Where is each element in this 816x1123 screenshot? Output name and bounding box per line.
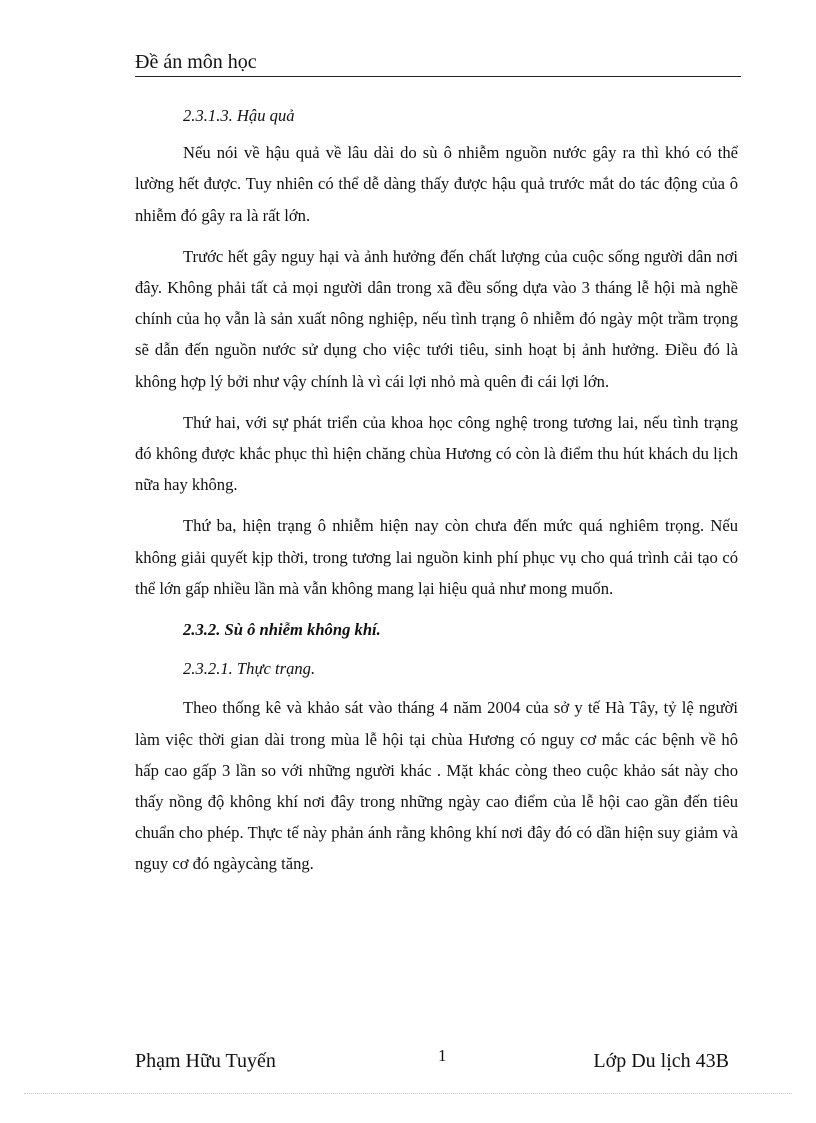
paragraph-consequences-intro: Nếu nói về hậu quả về lâu dài do sù ô nhiễm nguồn nước gây ra thì khó có thể lường hết được. Tuy nhiên có thể dễ dàng thấy được hậu quả trước mắt do tác động của ô nhiễm đó gây ra là rất lớn. [135,143,738,225]
document-body [135,100,738,890]
paragraph-second-harm: Thứ hai, với sự phát triển của khoa học công nghệ trong tương lai, nếu tình trạng đó không được khắc phục thì hiện chăng chùa Hương có còn là điểm thu hút khách du lịch nữa hay không. [135,412,738,495]
footer-class: Lớp Du lịch 43B [593,1050,729,1072]
page-bottom-dotted-divider [24,1093,792,1094]
header-title: Đề án môn học [135,51,257,73]
paragraph-first-harm: Trước hết gây nguy hại và ảnh hưởng đến chất lượng của cuộc sống người dân nơi đây. Không phải tất cả mọi người dân trong xã đều sống dựa vào 3 tháng lễ hội mà nghề chính của họ vẫn là sản xuất nông nghiệp, nếu tình trạng ô nhiễm đó ngày một trầm trọng sẽ dẫn đến nguồn nước sử dụng cho việc tưới tiêu, sinh hoạt bị ảnh hưởng. Điều đó là không hợp lý bởi như vậy chính là vì cái lợi nhỏ mà quên đi cái lợi lớn. [135,246,738,391]
heading-2-3-2: 2.3.2. Sù ô nhiễm không khí. [183,620,381,640]
footer-page-number: 1 [438,1046,447,1065]
footer-author: Phạm Hữu Tuyến [135,1050,276,1072]
page-header [135,50,741,77]
page-footer [135,1046,729,1078]
paragraph-third-harm: Thứ ba, hiện trạng ô nhiễm hiện nay còn chưa đến mức quá nghiêm trọng. Nếu không giải quyết kịp thời, trong tương lai nguồn kinh phí phục vụ cho quá trình cải tạo có thể lớn gấp nhiều lần mà vẫn không mang lại hiệu quả như mong muốn. [135,516,738,598]
paragraph-air-pollution-status: Theo thống kê và khảo sát vào tháng 4 năm 2004 của sở y tế Hà Tây, tỷ lệ người làm việc thời gian dài trong mùa lễ hội tại chùa Hương có nguy cơ mắc các bệnh về hô hấp cao gấp 3 lần so với những người khác . Mặt khác còng theo cuộc khảo sát này cho thấy nồng độ không khí nơi đây trong những ngày cao điểm của lễ hội cao gần đến tiêu chuẩn cho phép. Thực tế này phản ánh rằng không khí nơi đây đó có dần hiện suy giảm và nguy cơ đó ngàycàng tăng. [135,698,738,874]
heading-2-3-2-1: 2.3.2.1. Thực trạng. [183,659,316,679]
heading-2-3-1-3: 2.3.1.3. Hậu quả [183,106,295,125]
